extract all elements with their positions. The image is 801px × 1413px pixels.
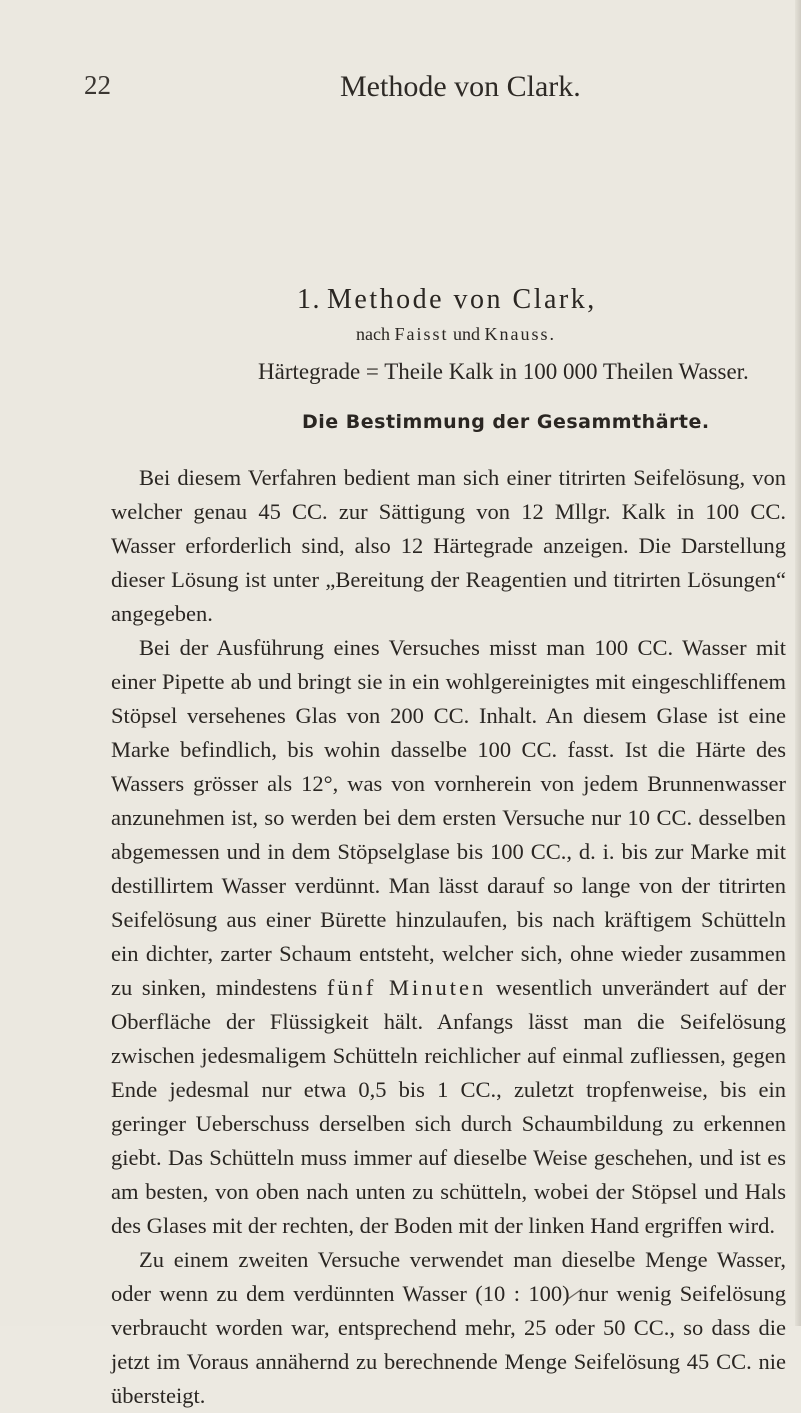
section-heading (297, 284, 597, 316)
section-title: Methode von Clark, (327, 284, 597, 315)
page-number: 22 (84, 70, 111, 100)
pencil-mark (566, 1287, 584, 1301)
author-knauss: Knauss. (484, 324, 556, 344)
page-edge (795, 0, 801, 1326)
author-faisst: Faisst (394, 324, 449, 344)
running-head (84, 70, 734, 110)
attribution-prefix: nach (356, 324, 390, 344)
hardness-definition: Härtegrade = Theile Kalk in 100 000 Theilen Wasser. (258, 359, 749, 384)
section-number: 1. (297, 284, 321, 315)
paragraph-2-part-1: Bei der Ausführung eines Versuches misst man 100 CC. Wasser mit einer Pipette ab und bringt sie in ein wohlgereinigtes mit eingeschliffenem Stöpsel versehenes Glas von 200 CC. Inhalt. An diesem Glase ist eine Marke befindlich, bis wohin dasselbe 100 CC. fasst. Ist die Härte des Wassers grösser als 12°, was von vornherein von jedem Brunnenwasser anzunehmen ist, so werden bei dem ersten Versuche nur 10 CC. desselben abgemessen und in dem Stöpselglase bis 100 CC., d. i. bis zur Marke mit destillirtem Wasser verdünnt. Man lässt darauf so lange von der titrirten Seifelösung aus einer Bürette hinzulaufen, bis nach kräftigem Schütteln ein dichter, zarter Schaum entsteht, welcher sich, ohne wieder zusammen zu sinken, mindestens (111, 635, 786, 1000)
body-text (111, 461, 786, 1413)
running-title: Methode von Clark. (340, 70, 581, 103)
paragraph-3: Zu einem zweiten Versuche verwendet man dieselbe Menge Wasser, oder wenn zu dem verdünnten Wasser (10 : 100) nur wenig Seifelösung verbraucht worden war, entsprechend mehr, 25 oder 50 CC., so dass die jetzt im Voraus annähernd zu berechnende Menge Seifelösung 45 CC. nie übersteigt. (111, 1247, 786, 1408)
paragraph-2 (111, 631, 786, 1243)
paragraph-2-part-2: wesentlich unverändert auf der Oberfläche der Flüssigkeit hält. Anfangs lässt man die Seifelösung zwischen jedesmaligem Schütteln reichlicher auf einmal zufliessen, gegen Ende jedesmal nur etwa 0,5 bis 1 CC., zuletzt tropfenweise, bis ein geringer Ueberschuss derselben sich durch Schaumbildung zu erkennen giebt. Das Schütteln muss immer auf dieselbe Weise geschehen, und ist es am besten, von oben nach unten zu schütteln, wobei der Stöpsel und Hals des Glases mit der rechten, der Boden mit der linken Hand ergriffen wird. (111, 975, 787, 1238)
method-attribution (356, 324, 556, 345)
emphasis-five-minutes: fünf Minuten (326, 975, 487, 1000)
paragraph-1: Bei diesem Verfahren bedient man sich einer titrirten Seifelösung, von welcher genau 45 CC. zur Sättigung von 12 Mllgr. Kalk in 100 CC. Wasser erforderlich sind, also 12 Härtegrade anzeigen. Die Darstellung dieser Lösung ist unter „Bereitung der Reagentien und titrirten Lösungen“ angegeben. (111, 465, 786, 626)
subsection-title: Die Bestimmung der Gesammthärte. (302, 411, 710, 433)
attribution-und: und (453, 324, 480, 344)
